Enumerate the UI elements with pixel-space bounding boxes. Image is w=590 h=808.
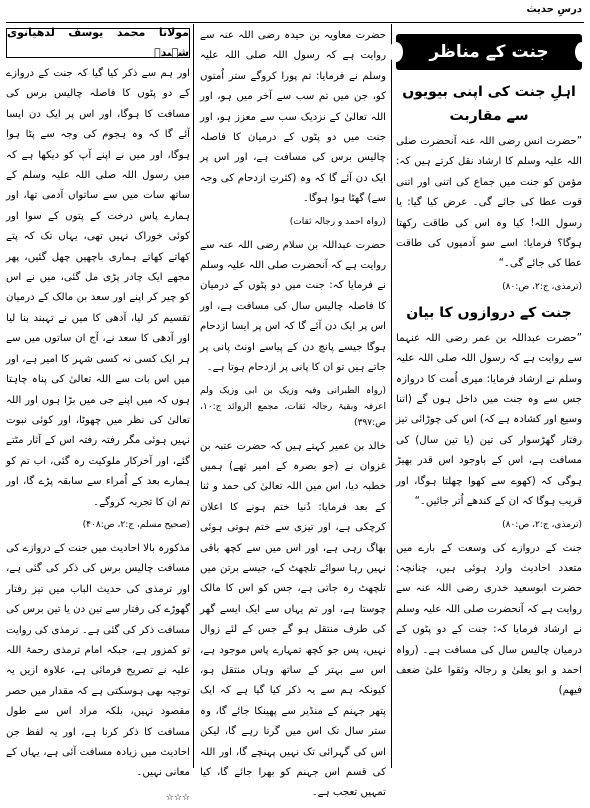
hadith-paragraph: حضرت معاویہ بن حیدہ رضی اللہ عنہ سے روایت ہے کہ رسول اللہ صلی اللہ علیہ وسلم نے فرمایا: تم پورا کروگے ستر اُمتوں کو، جن میں تم سب سے آخر میں ہو، اور اللہ تعالیٰ کے نزدیک سب سے معزز ہو، اور جنت میں دو پٹوں کے درمیان کا فاصلہ چالیس برس کی مسافت ہے، اور اس پر ایک دن آئے گا کہ وہ (کثرتِ ازدحام کی وجہ سے) گھٹا ہوا ہوگا۔ (200, 30, 386, 205)
hadith-paragraph: حضرت عبداللہ بن سلام رضی اللہ عنہ سے روایت ہے کہ آنحضرت صلی اللہ علیہ وسلم نے فرمایا کہ: جنت میں دو پٹوں کے درمیان کا فاصلہ چالیس سال کی مسافت ہے، اور اس پر ایک دن آئے گا کہ اس پر ایسا ازدحام ہوگا جیسے پانچ دن کے پیاسے اونٹ پانی پر جاتے ہیں تو ان کا پانی پر ازدحام ہوتا ہے۔ (200, 239, 386, 374)
column-divider-right (391, 24, 392, 768)
heading-spousal-intimacy: اہلِ جنت کی اپنی بیویوں سے مقاربت (402, 84, 576, 124)
end-stars: ☆☆☆ (165, 792, 190, 803)
citation: (صحیح مسلم، ج:۲، ص:۴۰۸) (82, 519, 190, 530)
commentary-paragraph: مذکورہ بالا احادیث میں جنت کے دروازے کی مسافت چالیس برس کی ذکر کی گئی ہے، اور ترمذی کی حدیث الباب میں تیز رفتار گھوڑے کی رفتار سے تین دن یا تین برس کی مسافت ذکر کی گئی ہے۔ ترمذی کی روایت تو کمزور ہے، جبکہ امام ترمذی رحمۃ اللہ علیہ نے تصریح فرمائی ہے، علاوہ ازیں یہ توجیہ بھی ہوسکتی ہے کہ مقدار میں حصر مقصود نہیں، بلکہ مراد اس سے طول مسافت کا ذکر کرنا ہے، اور یہ لفظ جن احادیث میں زیادہ مسافت آئی ہے، یہاں کے معانی نہیں۔ (6, 542, 190, 779)
hadith-paragraph: اور ہم سے ذکر کیا گیا کہ جنت کے دروازے کے دو پٹوں کا فاصلہ چالیس برس کی مسافت کا ہوگا، اور اس پر ایک دن ایسا آئے گا کہ وہ ہجوم کی وجہ سے پٹا ہوا ہوگا، اور میں نے اپنے آپ کو دیکھا ہے کہ میں رسول اللہ صلی اللہ علیہ وسلم کے ساتھ سات میں سے ساتواں آدمی تھا، اور ہمارے پاس درخت کے پتوں کے سوا اور کوئی خوراک نہیں تھی، یہاں تک کہ پتے کھاتے کھاتے ہماری باچھیں چھل گئیں، پھر مجھے ایک چادر پڑی مل گئی، میں نے اس کو چیر کر اپنے اور سعد بن مالک کے درمیان تقسیم کر لیا، آدھی کا میں نے تہبند بنا لیا اور آدھی کا سعد نے، آج ان ساتوں میں سے ہر ایک کسی نہ کسی شہر کا امیر ہے، اور میں اس بات سے اللہ تعالیٰ کی پناہ چاہتا ہوں کہ میں اپنے جی میں بڑا ہوں اور اللہ تعالیٰ کی نظر میں چھوٹا، اور کوئی نبوت نہیں ہوئی مگر رفتہ رفتہ اس کے آثار مٹتے گئے، اور آخرکار ملوکیت رہ گئی، اب تم کو ہمارے بعد کے اُمراء سے سابقہ پڑے گا، اور تم ان کا تجربہ کروگے۔ (6, 68, 190, 508)
citation: (رواہ احمد و رجالہ ثقات) (289, 216, 386, 227)
citation: (ترمذی، ج:۲، ص:۸۰) (502, 281, 582, 292)
hadith-paragraph: ”حضرت عبداللہ بن عمر رضی اللہ عنہما سے روایت ہے کہ رسول اللہ صلی اللہ علیہ وسلم نے ارشاد فرمایا: میری اُمت کا دروازہ جس سے وہ جنت میں داخل ہوں گے (اتنا وسیع اور کشادہ ہے کہ) اس کی چوڑائی تیز رفتار گھڑسوار کی تین (یا تین سال) کی مسافت ہے، اس کے باوجود اس قدر بھیڑ ہوگی کہ (کھوے سے کھوا چھلتا ہوگا، اور قریب ہوگا کہ ان کے کندھے اُتر جائیں۔“ (396, 332, 582, 508)
heading-gates-of-paradise: جنت کے دروازوں کا بیان (406, 304, 572, 321)
right-column (396, 24, 582, 766)
section-label: درسِ حدیث (526, 4, 582, 15)
citation: (رواہ الطبرانی وفیہ وزیک بن ابی وزیک ولم اعرفہ وبقیۃ رجالہ ثقات، مجمع الزوائد ج:۱۰، ص:۳۹۷) (200, 385, 386, 428)
column-divider-left (193, 24, 194, 768)
hadith-paragraph: جنت کے دروازے کی وسعت کے بارے میں متعدد احادیث وارد ہوئی ہیں، چنانچہ: حضرت ابوسعید خدری رضی اللہ عنہ سے روایت ہے کہ آنحضرت صلی اللہ علیہ وسلم نے ارشاد فرمایا کہ: جنت کے دو پٹوں کے درمیان چالیس سال کی مسافت ہے۔ (رواہ احمد و ابو یعلیٰ و رجالہ وثقوا علیٰ ضعف فیھم) (396, 542, 582, 697)
author-byline: مولانا محمد یوسف لدھیانوی شہیدؒ (7, 25, 189, 59)
hadith-paragraph: ”حضرت انس رضی اللہ عنہ آنحضرت صلی اللہ علیہ وسلم کا ارشاد نقل کرتے ہیں کہ: مؤمن کو جنت میں جماع کی اتنی اور اتنی قوت عطا کی جائے گی۔ عرض کیا گیا: یا رسول اللہ! کیا وہ اس کی طاقت رکھتا ہوگا؟ فرمایا: اسے سو آدمیوں کی طاقت عطا کی جائے گی۔“ (396, 136, 582, 270)
middle-column (200, 26, 386, 799)
article-banner-title: جنت کے مناظر (396, 34, 582, 70)
citation: (ترمذی، ج:۲، ص:۸۰) (502, 519, 582, 530)
left-column (6, 25, 190, 803)
hadith-paragraph: خالد بن عمیر کہتے ہیں کہ حضرت عتبہ بن غزوان نے (جو بصرہ کے امیر تھے) ہمیں خطبہ دیا، اس میں اللہ تعالیٰ کی حمد و ثنا کے بعد فرمایا: دُنیا ختم ہونے کا اعلان کرچکی ہے، اور تیزی سے ختم ہوتی ہوئی بھاگ رہی ہے، اور اس میں سے کچھ باقی نہیں رہا سوائے تلچھٹ کے، جیسے برتن میں تلچھٹ رہ جاتی ہے، جس کو اس کا مالک چوستا ہے، اور تم یہاں سے ایک ایسے گھر کی طرف منتقل ہو گے جس کے لئے زوال نہیں، پس جو کچھ تمہارے پاس موجود ہے، اس سے بہتر کے ساتھ وہاں منتقل ہو، کیونکہ ہم سے یہ ذکر کیا گیا ہے کہ ایک پتھر جہنم کے منڈیر سے پھینکا جائے گا، وہ ستر سال تک اس میں گرتا رہے گا، لیکن اس کی گہرائی تک نہیں پہنچے گا، اور اللہ کی قسم اس جہنم کو بھرا جائے گا، کیا تمہیں تعجب ہے۔ (200, 440, 386, 799)
